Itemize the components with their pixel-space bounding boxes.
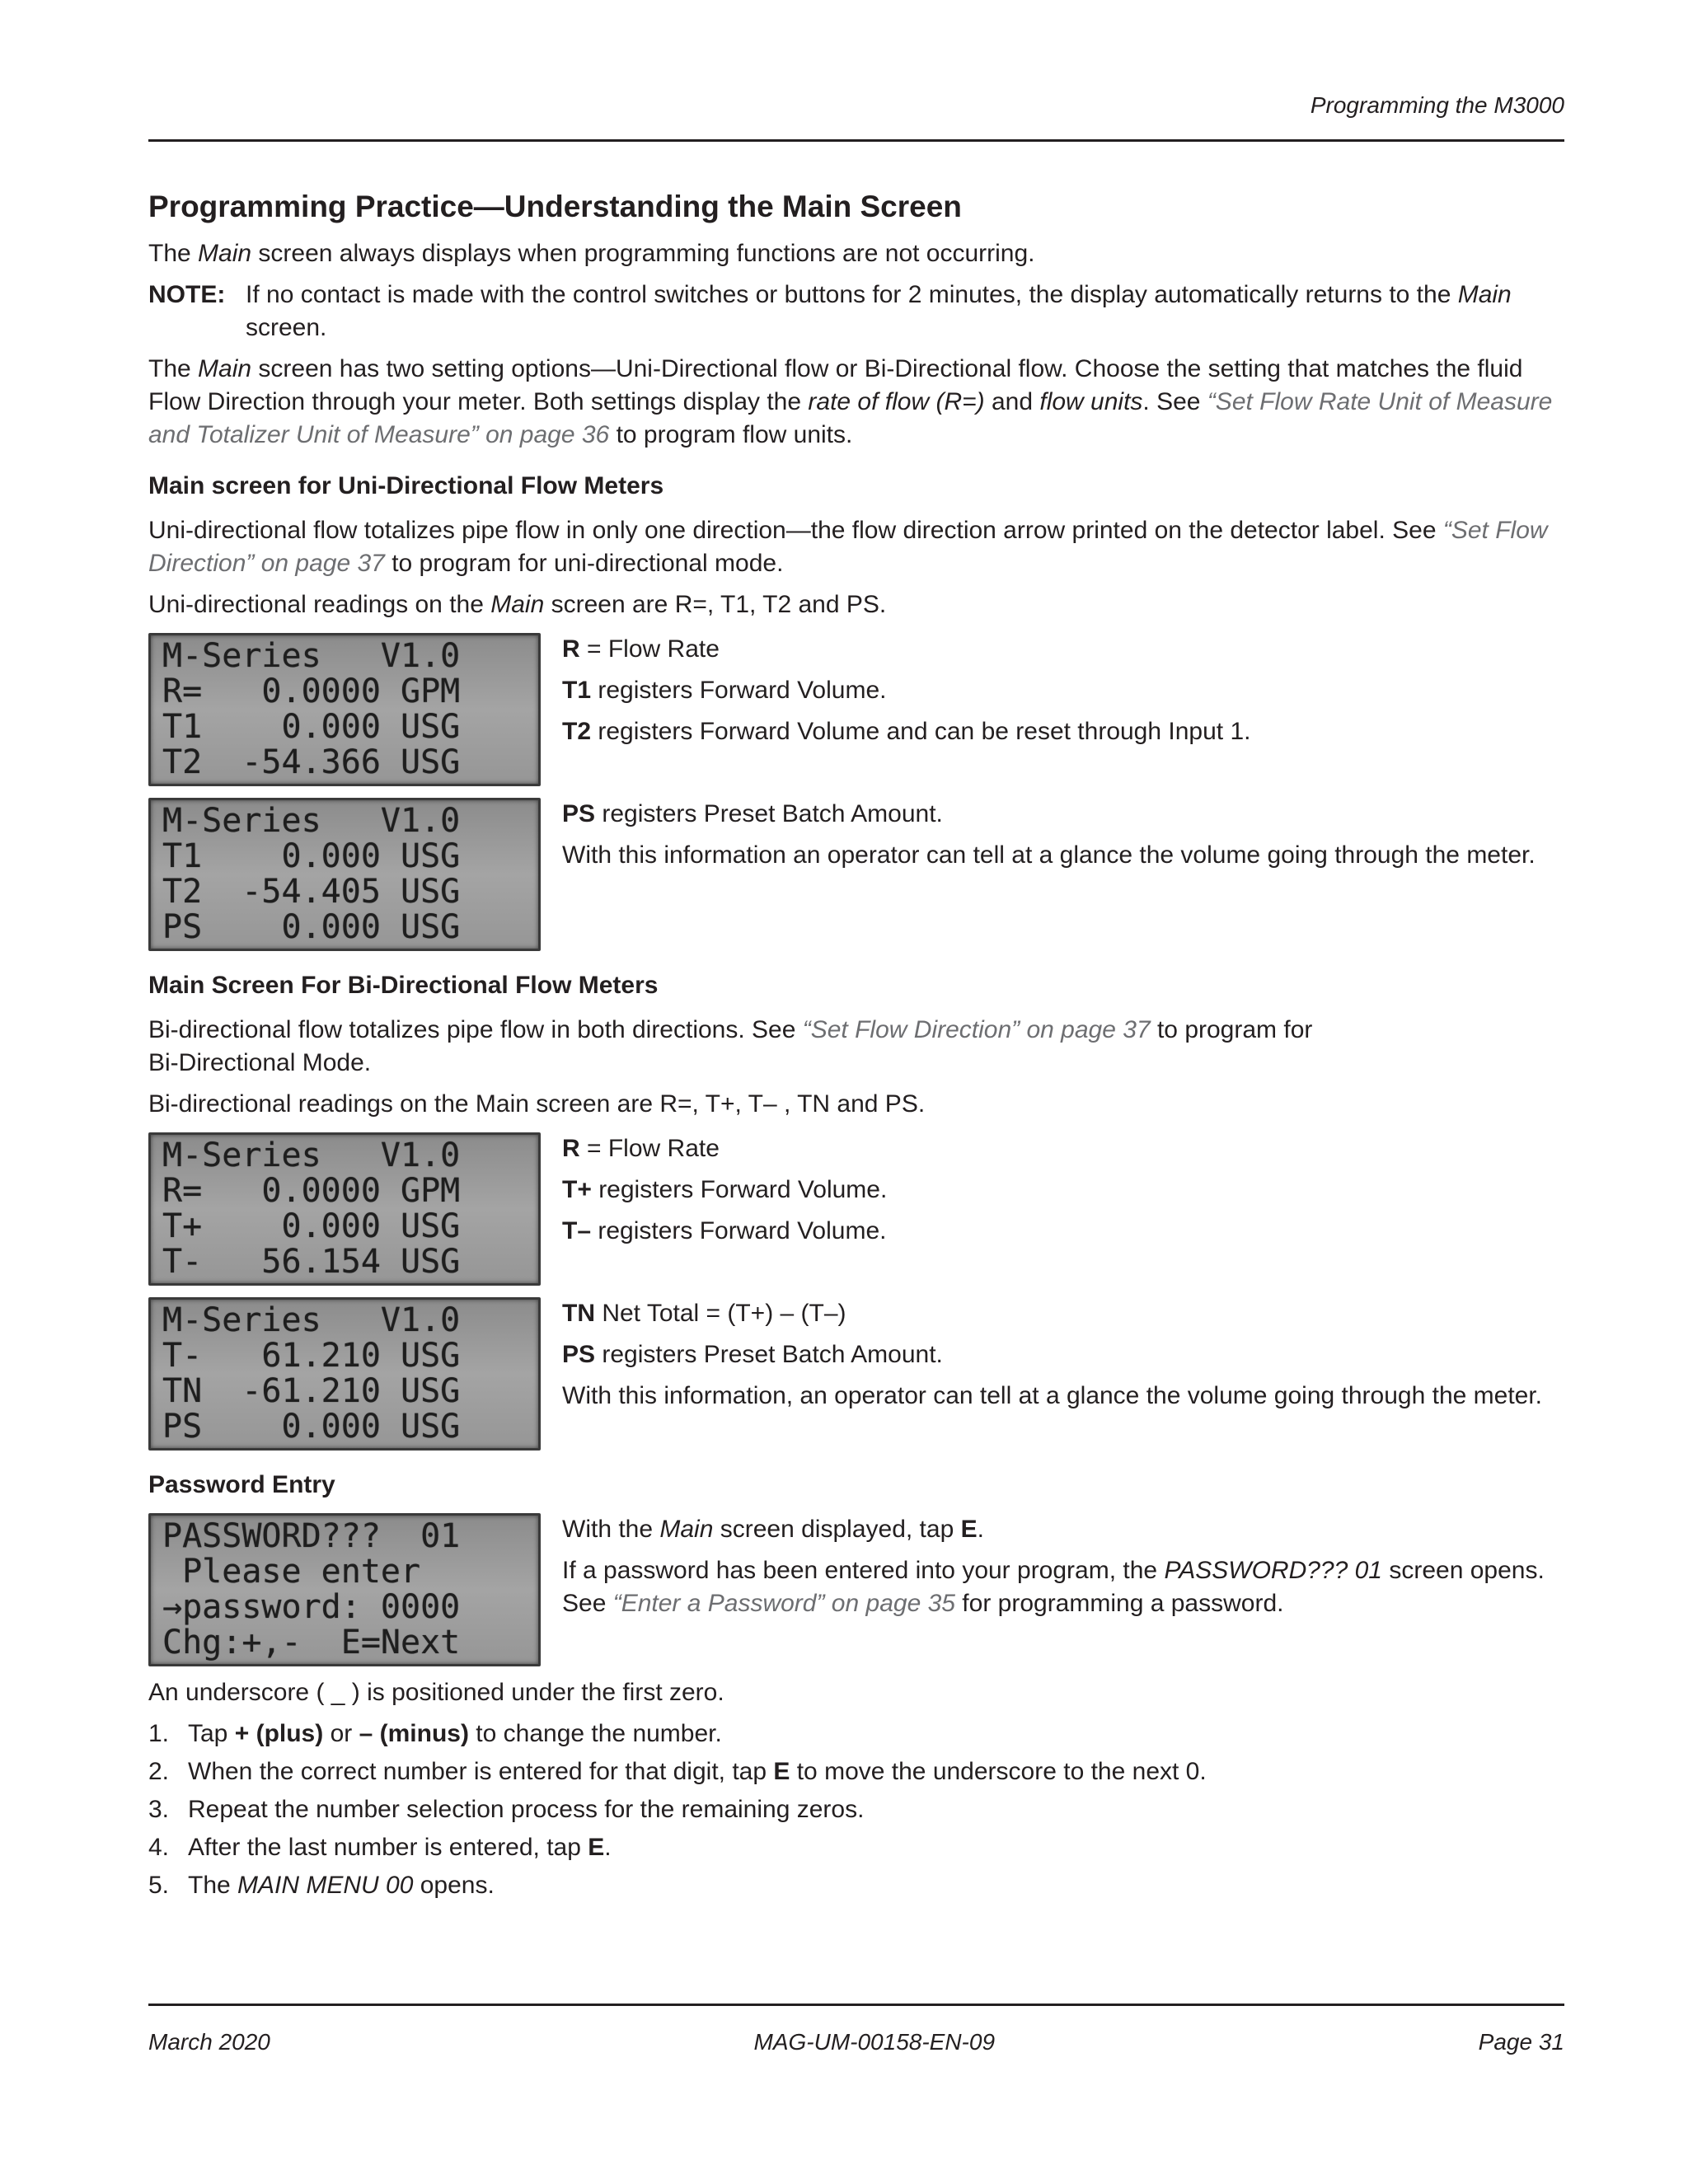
uni-paragraph-1 xyxy=(148,514,1564,580)
text-span: Main xyxy=(490,591,545,618)
intro-paragraph-1 xyxy=(148,237,1564,270)
lcd-line: TN -61.210 USG xyxy=(162,1372,461,1410)
text-span: . See xyxy=(1142,388,1207,415)
lcd-line: →password: 0000 xyxy=(162,1588,461,1626)
step-number: 3. xyxy=(148,1796,170,1823)
lcd-display-uni-2 xyxy=(148,798,541,951)
legend-item xyxy=(562,633,1564,666)
step-number: 2. xyxy=(148,1758,170,1785)
password-screen-row xyxy=(148,1513,1564,1666)
bi-screen-text-1 xyxy=(562,1132,1564,1256)
legend-item xyxy=(562,1215,1564,1248)
section-heading-password: Password Entry xyxy=(148,1471,335,1498)
text-span: to program flow units. xyxy=(609,421,853,448)
lcd-line: T2 -54.405 USG xyxy=(162,873,461,911)
steps-list xyxy=(148,1718,1564,1902)
info-text: With this information, an operator can tell at a glance the volume going through the meter. xyxy=(562,1382,1543,1409)
footer-page-number: Page 31 xyxy=(1478,2029,1564,2055)
text-span: + (plus) xyxy=(234,1720,324,1747)
text-span: E xyxy=(773,1758,790,1785)
xref-link-flow-direction[interactable]: “Set Flow Direction” on page 37 xyxy=(148,517,1548,577)
text-span: rate of flow (R=) xyxy=(808,388,985,415)
text-span: Net Total = (T+) – (T–) xyxy=(595,1300,846,1327)
xref-link-flow-direction-bi[interactable]: “Set Flow Direction” on page 37 xyxy=(802,1016,1151,1043)
section-heading-bi: Main Screen For Bi-Directional Flow Meters xyxy=(148,972,659,999)
text-span: With the xyxy=(562,1516,660,1543)
legend-item xyxy=(562,715,1564,748)
text-span: Uni-directional flow totalizes pipe flow in only one direction—the flow direction arrow printed on the detector label. See xyxy=(148,517,1443,544)
text-span: and xyxy=(984,388,1040,415)
text-span: flow units xyxy=(1039,388,1143,415)
text-span: Main xyxy=(198,240,252,267)
lcd-line: M-Series V1.0 xyxy=(162,1137,461,1174)
running-head: Programming the M3000 xyxy=(1310,92,1564,118)
step-number: 4. xyxy=(148,1834,170,1861)
text-span: screen. xyxy=(246,314,327,341)
step-text xyxy=(188,1869,495,1902)
bi-paragraph-1 xyxy=(148,1014,1564,1080)
note-block xyxy=(148,279,1564,344)
text-span: . xyxy=(604,1834,612,1861)
step-number: 1. xyxy=(148,1720,170,1747)
step-text xyxy=(188,1831,612,1864)
text-span: screen displayed, tap xyxy=(713,1516,961,1543)
legend-label: R xyxy=(562,1135,580,1162)
text-span: registers Forward Volume and can be reset through Input 1. xyxy=(591,718,1251,745)
bi-paragraph-2: Bi-directional readings on the Main screen are R=, T+, T– , TN and PS. xyxy=(148,1090,926,1118)
info-text: With this information an operator can tell at a glance the volume going through the meter. xyxy=(562,841,1536,869)
list-item xyxy=(148,1718,1564,1750)
footer-doc-id: MAG-UM-00158-EN-09 xyxy=(753,2029,996,2055)
text-span: Bi-Directional Mode. xyxy=(148,1049,372,1076)
text-span: or xyxy=(323,1720,359,1747)
text-span: E xyxy=(588,1834,605,1861)
text-span: After the last number is entered, tap xyxy=(188,1834,588,1861)
intro-paragraph-2 xyxy=(148,353,1564,452)
legend-item xyxy=(562,1132,1564,1165)
page-content xyxy=(148,188,1564,1907)
xref-link-enter-password[interactable]: “Enter a Password” on page 35 xyxy=(612,1590,955,1617)
text-span: = Flow Rate xyxy=(579,635,720,663)
text-span: See xyxy=(562,1590,613,1617)
legend-label: TN xyxy=(562,1300,595,1327)
text-span: Bi-directional flow totalizes pipe flow in both directions. See xyxy=(148,1016,803,1043)
lcd-line: M-Series V1.0 xyxy=(162,637,461,675)
text-span: for programming a password. xyxy=(954,1590,1284,1617)
text-span: registers Forward Volume. xyxy=(591,1176,888,1203)
text-span: Tap xyxy=(188,1720,235,1747)
lcd-line: M-Series V1.0 xyxy=(162,802,461,840)
text-span: to move the underscore to the next 0. xyxy=(790,1758,1207,1785)
lcd-display-password xyxy=(148,1513,541,1666)
lcd-display-uni-1 xyxy=(148,633,541,786)
legend-label: R xyxy=(562,635,580,663)
page-title: Programming Practice—Understanding the Main Screen xyxy=(148,190,962,223)
legend-label: T1 xyxy=(562,677,592,704)
password-instruction-1 xyxy=(562,1513,1564,1546)
text-span: When the correct number is entered for that digit, tap xyxy=(188,1758,774,1785)
lcd-line: PS 0.000 USG xyxy=(162,908,461,946)
lcd-line: T+ 0.000 USG xyxy=(162,1207,461,1245)
step-text xyxy=(188,1755,1207,1788)
text-span: Main xyxy=(659,1516,714,1543)
text-span: registers Forward Volume. xyxy=(591,677,887,704)
header-rule xyxy=(148,139,1564,142)
lcd-line: M-Series V1.0 xyxy=(162,1301,461,1339)
lcd-line: Chg:+,- E=Next xyxy=(162,1624,461,1661)
lcd-display-bi-2 xyxy=(148,1297,541,1451)
list-item xyxy=(148,1869,1564,1902)
lcd-line: Please enter xyxy=(162,1553,421,1591)
lcd-line: R= 0.0000 GPM xyxy=(162,1172,461,1210)
text-span: The xyxy=(188,1872,238,1899)
text-span: to program for xyxy=(1150,1016,1313,1043)
text-span: Main xyxy=(1457,281,1512,308)
list-item xyxy=(148,1755,1564,1788)
legend-item xyxy=(562,674,1564,707)
note-label: NOTE: xyxy=(148,281,226,308)
lcd-line: T- 56.154 USG xyxy=(162,1243,461,1281)
text-span: to program for uni-directional mode. xyxy=(384,550,784,577)
text-span: Uni-directional readings on the xyxy=(148,591,491,618)
lcd-line: T1 0.000 USG xyxy=(162,837,461,875)
text-span: The xyxy=(148,240,199,267)
text-span: screen has two setting options—Uni-Directional flow or Bi-Directional flow. Choose the setting that matches the fluid Flow Direction through your meter. Both settings display the xyxy=(148,355,1523,415)
text-span: PASSWORD??? 01 xyxy=(1164,1557,1382,1584)
lcd-display-bi-1 xyxy=(148,1132,541,1286)
text-span: screen are R=, T1, T2 and PS. xyxy=(544,591,887,618)
uni-paragraph-2 xyxy=(148,588,1564,621)
lcd-line: R= 0.0000 GPM xyxy=(162,673,461,710)
step-text xyxy=(188,1718,722,1750)
footer-date: March 2020 xyxy=(148,2029,270,2055)
legend-label: PS xyxy=(562,800,596,827)
password-screen-text xyxy=(562,1513,1564,1629)
legend-item xyxy=(562,1338,1564,1371)
text-span: If no contact is made with the control switches or buttons for 2 minutes, the display automatically returns to the xyxy=(246,281,1458,308)
legend-label: T– xyxy=(562,1217,592,1244)
legend-label: T+ xyxy=(562,1176,592,1203)
step-number: 5. xyxy=(148,1872,170,1899)
section-heading-uni: Main screen for Uni-Directional Flow Meters xyxy=(148,472,664,499)
uni-screen-text-2 xyxy=(562,798,1564,880)
legend-item xyxy=(562,798,1564,831)
list-item xyxy=(148,1793,1564,1826)
bi-screen-text-2 xyxy=(562,1297,1564,1421)
text-span: E xyxy=(960,1516,978,1543)
legend-item xyxy=(562,1174,1564,1207)
underscore-note: An underscore ( _ ) is positioned under the first zero. xyxy=(148,1679,724,1706)
text-span: to change the number. xyxy=(468,1720,722,1747)
uni-screen-row-2 xyxy=(148,798,1564,951)
legend-label: PS xyxy=(562,1341,596,1368)
lcd-line: T- 61.210 USG xyxy=(162,1337,461,1375)
text-span: registers Preset Batch Amount. xyxy=(595,1341,943,1368)
step-text: Repeat the number selection process for the remaining zeros. xyxy=(188,1796,865,1823)
uni-screen-text-1 xyxy=(562,633,1564,757)
text-span: The xyxy=(148,355,199,382)
text-span: Main xyxy=(198,355,252,382)
lcd-line: PASSWORD??? 01 xyxy=(162,1517,461,1555)
text-span: screen always displays when programming functions are not occurring. xyxy=(251,240,1035,267)
lcd-line: T2 -54.366 USG xyxy=(162,743,461,781)
list-item xyxy=(148,1831,1564,1864)
text-span: screen opens. xyxy=(1382,1557,1545,1584)
legend-item xyxy=(562,1297,1564,1330)
footer-rule xyxy=(148,2004,1564,2006)
text-span: MAIN MENU 00 xyxy=(237,1872,414,1899)
note-body xyxy=(246,279,1564,344)
text-span: registers Preset Batch Amount. xyxy=(595,800,943,827)
bi-screen-row-2 xyxy=(148,1297,1564,1451)
text-span: registers Forward Volume. xyxy=(591,1217,887,1244)
xref-link-flow-units[interactable]: “Set Flow Rate Unit of Measure and Totalizer Unit of Measure” on page 36 xyxy=(148,388,1553,448)
text-span: . xyxy=(977,1516,984,1543)
password-instruction-2 xyxy=(562,1554,1564,1620)
legend-label: T2 xyxy=(562,718,592,745)
page-footer xyxy=(148,2029,1564,2055)
text-span: opens. xyxy=(413,1872,495,1899)
uni-screen-row-1 xyxy=(148,633,1564,786)
lcd-line: T1 0.000 USG xyxy=(162,708,461,746)
text-span: = Flow Rate xyxy=(579,1135,720,1162)
text-span: If a password has been entered into your program, the xyxy=(562,1557,1165,1584)
bi-screen-row-1 xyxy=(148,1132,1564,1286)
text-span: – (minus) xyxy=(359,1720,469,1747)
lcd-line: PS 0.000 USG xyxy=(162,1408,461,1446)
